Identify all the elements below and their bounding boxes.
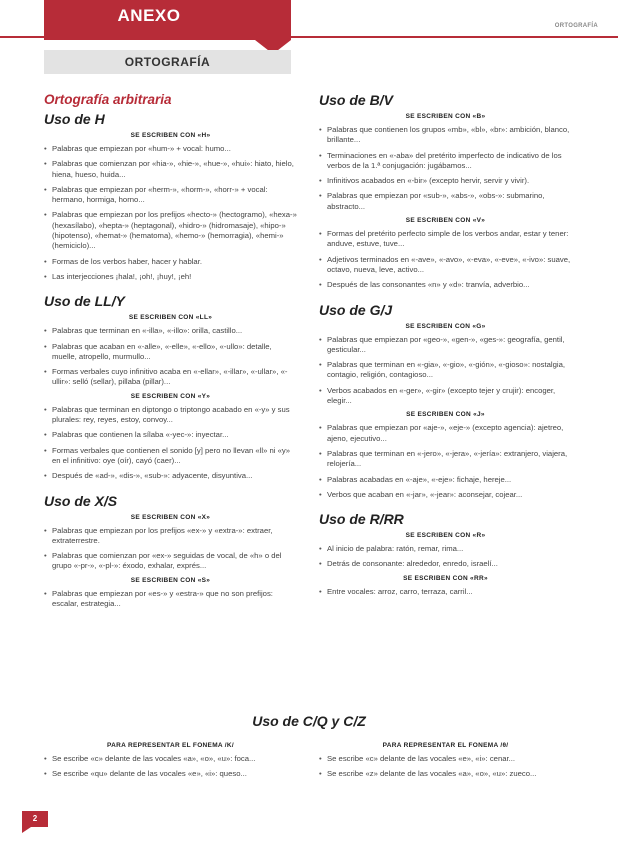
list-item: • Formas verbales que contienen el sonido [y] pero no llevan «ll» ni «y» en el infinitivo: oye (oír), cayó (caer)... — [44, 446, 297, 467]
list-item: • Palabras que comienzan por «ex-» seguidas de vocal, de «h» o del grupo «-pr-», «-pl-»: éxodo, exhalar, exprés... — [44, 551, 297, 572]
list-item: • Verbos acabados en «-ger», «-gir» (excepto tejer y crujir): encoger, elegir... — [319, 386, 572, 407]
list-v — [319, 229, 572, 290]
rule-heading: PARA REPRESENTAR EL FONEMA /K/ — [107, 742, 234, 749]
rule-heading: SE ESCRIBEN CON «RR» — [403, 574, 488, 582]
list-r — [319, 544, 572, 570]
list-item: • Verbos que acaban en «-jar», «-jear»: aconsejar, cojear... — [319, 490, 572, 500]
list-ll — [44, 326, 297, 387]
section-title-r-rr: Uso de R/RR — [319, 511, 404, 528]
rule-heading: SE ESCRIBEN CON «J» — [406, 411, 485, 419]
list-item: • Palabras que comienzan por «hia-», «hie-», «hue-», «hui»: hiato, hielo, hiena, hueso, huida... — [44, 159, 297, 180]
list-rr — [319, 587, 572, 597]
list-h — [44, 144, 297, 282]
rule-heading: SE ESCRIBEN CON «X» — [130, 513, 211, 521]
list-item: • Las interjecciones ¡hala!, ¡oh!, ¡huy!, ¡eh! — [44, 272, 297, 282]
list-fonema-k — [44, 754, 297, 780]
list-x — [44, 526, 297, 572]
list-item: • Después de las consonantes «n» y «d»: tranvía, adverbio... — [319, 280, 572, 290]
list-j — [319, 423, 572, 500]
list-item: • Palabras que contienen los grupos «mb», «bl», «br»: ambición, blanco, brillante... — [319, 125, 572, 146]
list-item: • Formas de los verbos haber, hacer y hablar. — [44, 257, 297, 267]
list-item: • Palabras acabadas en «-aje», «-eje»: fichaje, hereje... — [319, 475, 572, 485]
list-item: • Infinitivos acabados en «-bir» (excepto hervir, servir y vivir). — [319, 176, 572, 186]
list-item: • Detrás de consonante: alrededor, enredo, israelí... — [319, 559, 572, 569]
list-item: • Palabras que terminan en diptongo o triptongo acabado en «-y» y sus plurales: rey, reyes, estoy, convoy... — [44, 405, 297, 426]
rule-heading: SE ESCRIBEN CON «Y» — [130, 392, 211, 400]
rule-heading: SE ESCRIBEN CON «LL» — [128, 314, 213, 322]
rule-heading: SE ESCRIBEN CON «H» — [130, 132, 211, 139]
section-title-h: Uso de H — [44, 111, 105, 127]
list-item: • Palabras que empiezan por los prefijos «ex-» y «extra-»: extraer, extraterrestre. — [44, 526, 297, 547]
list-y — [44, 405, 297, 482]
bottom-left-column — [44, 739, 297, 785]
section-title-ll-y: Uso de LL/Y — [44, 293, 125, 310]
rule-heading: SE ESCRIBEN CON «G» — [405, 322, 486, 330]
header-subtitle: ORTOGRAFÍA — [44, 50, 291, 74]
list-g — [319, 335, 572, 407]
list-item: • Después de «ad-», «dis-», «sub-»: adyacente, disyuntiva... — [44, 471, 297, 481]
running-header: ORTOGRAFÍA — [554, 23, 598, 29]
right-column — [319, 92, 572, 602]
list-item: • Palabras que acaban en «-alle», «-elle», «-ello», «-ullo»: detalle, muelle, atropello, murmullo... — [44, 342, 297, 363]
list-s — [44, 589, 297, 610]
list-item: • Formas del pretérito perfecto simple de los verbos andar, estar y tener: anduve, estuve, tuve... — [319, 229, 572, 250]
list-item: • Palabras que empiezan por «aje-», «eje-» (excepto agencia): ajetreo, ajeno, ejecutivo... — [319, 423, 572, 444]
list-item: • Palabras que empiezan por «es-» y «estra-» que no son prefijos: escalar, estrategia... — [44, 589, 297, 610]
list-item: • Se escribe «c» delante de las vocales «e», «i»: cenar... — [319, 754, 572, 764]
rule-heading: SE ESCRIBEN CON «S» — [130, 576, 211, 584]
list-item: • Al inicio de palabra: ratón, remar, rima... — [319, 544, 572, 554]
list-item: • Palabras que terminan en «-illa», «-illo»: orilla, castillo... — [44, 326, 297, 336]
main-title: Ortografía arbitraria — [44, 92, 172, 107]
section-title-c-q-z: Uso de C/Q y C/Z — [252, 713, 366, 729]
list-item: • Palabras que empiezan por «herm-», «horm-», «horr-» + vocal: hermano, hormiga, horno... — [44, 185, 297, 206]
section-title-g-j: Uso de G/J — [319, 301, 393, 318]
list-item: • Palabras que empiezan por los prefijos «hecto-» (hectogramo), «hexa-» (hexasílabo), «hepta-» (heptagonal), «hidro-» (hidromasaje), «hipo-» (hipotenso), «hemat-» (hematoma), «hemo-» (hemorragia), «hemi-» (hemiciclo)... — [44, 210, 297, 251]
list-item: • Palabras que contienen la sílaba «-yec-»: inyectar... — [44, 430, 297, 440]
list-item: • Palabras que terminan en «-jero», «-jera», «-jería»: extranjero, viajera, relojería... — [319, 449, 572, 470]
bottom-section — [44, 713, 574, 779]
bottom-right-column — [319, 739, 572, 785]
list-item: • Se escribe «z» delante de las vocales «a», «o», «u»: zueco... — [319, 769, 572, 779]
list-item: • Palabras que terminan en «-gia», «-gio», «-gión», «-gioso»: nostalgia, contagio, religión, contagioso... — [319, 360, 572, 381]
rule-heading: SE ESCRIBEN CON «R» — [405, 532, 486, 540]
list-item: • Adjetivos terminados en «-ave», «-avo», «-eva», «-eve», «-ivo»: suave, octavo, nueva, leve, activo... — [319, 255, 572, 276]
page-number: 2 — [22, 811, 48, 827]
header-title: ANEXO — [117, 6, 181, 25]
list-item: • Se escribe «c» delante de las vocales «a», «o», «u»: foca... — [44, 754, 297, 764]
left-column — [44, 92, 297, 614]
rule-heading: SE ESCRIBEN CON «B» — [405, 113, 486, 120]
section-title-b-v: Uso de B/V — [319, 92, 393, 108]
list-item: • Palabras que empiezan por «hum-» + vocal: humo... — [44, 144, 297, 154]
list-b — [319, 125, 572, 212]
list-item: • Palabras que empiezan por «sub-», «abs-», «obs-»: submarino, abstracto... — [319, 191, 572, 212]
list-item: • Palabras que empiezan por «geo-», «gen-», «ges-»: geografía, gentil, gesticular... — [319, 335, 572, 356]
list-item: • Entre vocales: arroz, carro, terraza, carril... — [319, 587, 572, 597]
list-item: • Se escribe «qu» delante de las vocales «e», «i»: queso... — [44, 769, 297, 779]
list-item: • Terminaciones en «-aba» del pretérito imperfecto de indicativo de los verbos de la 1.ª conjugación: jugábamos... — [319, 151, 572, 172]
section-title-x-s: Uso de X/S — [44, 492, 118, 509]
page-number-tail — [22, 827, 31, 833]
rule-heading: SE ESCRIBEN CON «V» — [405, 217, 486, 225]
list-item: • Formas verbales cuyo infinitivo acaba en «-ellar», «-illar», «-ullar», «-ullir»: selló (sellar), pillaba (pillar)... — [44, 367, 297, 388]
list-fonema-theta — [319, 754, 572, 780]
rule-heading: PARA REPRESENTAR EL FONEMA /θ/ — [382, 742, 509, 749]
